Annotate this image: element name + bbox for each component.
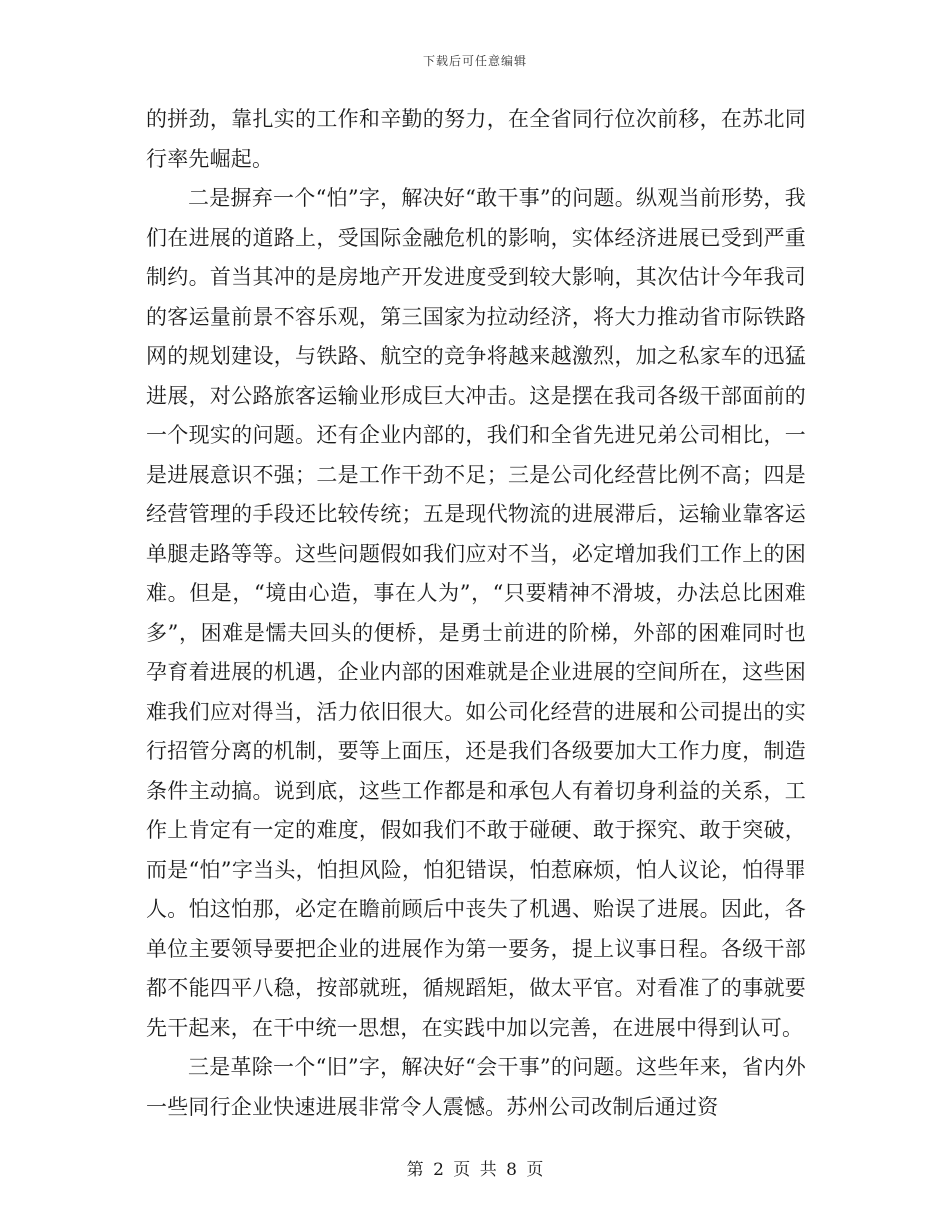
footer-total-pages: 8 — [506, 1160, 517, 1180]
footer-page-number: 2 — [433, 1160, 444, 1180]
page-header: 下载后可任意编辑 — [422, 54, 527, 68]
document-body — [146, 100, 806, 1127]
paragraph-3: 三是革除一个“旧”字，解决好“会干事”的问题。这些年来，省内外一些同行企业快速进展非常令人震憾。苏州公司改制后通过资 — [146, 1055, 806, 1119]
footer-suffix: 页 — [526, 1160, 544, 1180]
paragraph-2: 二是摒弃一个“怕”字，解决好“敢干事”的问题。纵观当前形势，我们在进展的道路上，受国际金融危机的影响，实体经济进展已受到严重制约。首当其冲的是房地产开发进度受到较大影响，其次估计今年我司的客运量前景不容乐观，第三国家为拉动经济，将大力推动省市际铁路网的规划建设，与铁路、航空的竞争将越来越激烈，加之私家车的迅猛进展，对公路旅客运输业形成巨大冲击。这是摆在我司各级干部面前的一个现实的问题。还有企业内部的，我们和全省先进兄弟公司相比，一是进展意识不强；二是工作干劲不足；三是公司化经营比例不高；四是经营管理的手段还比较传统；五是现代物流的进展滞后，运输业靠客运单腿走路等等。这些问题假如我们应对不当，必定增加我们工作上的困难。但是，“境由心造，事在人为”，“只要精神不滑坡，办法总比困难多”，困难是懦夫回头的便桥，是勇士前进的阶梯，外部的困难同时也孕育着进展的机遇，企业内部的困难就是企业进展的空间所在，这些困难我们应对得当，活力依旧很大。如公司化经营的进展和公司提出的实行招管分离的机制，要等上面压，还是我们各级要加大工作力度，制造条件主动搞。说到底，这些工作都是和承包人有着切身利益的关系，工作上肯定有一定的难度，假如我们不敢于碰硬、敢于探究、敢于突破，而是“怕”字当头，怕担风险，怕犯错误，怕惹麻烦，怕人议论，怕得罪人。怕这怕那，必定在瞻前顾后中丧失了机遇、贻误了进展。因此，各单位主要领导要把企业的进展作为第一要务，提上议事日程。各级干部都不能四平八稳，按部就班，循规蹈矩，做太平官。对看准了的事就要先干起来，在干中统一思想，在实践中加以完善，在进展中得到认可。 — [146, 186, 806, 1040]
footer-prefix: 第 — [406, 1160, 424, 1180]
paragraph-1: 的拼劲，靠扎实的工作和辛勤的努力，在全省同行位次前移，在苏北同行率先崛起。 — [146, 107, 806, 171]
footer-middle: 页 共 — [453, 1160, 497, 1180]
page-footer — [0, 1155, 950, 1180]
